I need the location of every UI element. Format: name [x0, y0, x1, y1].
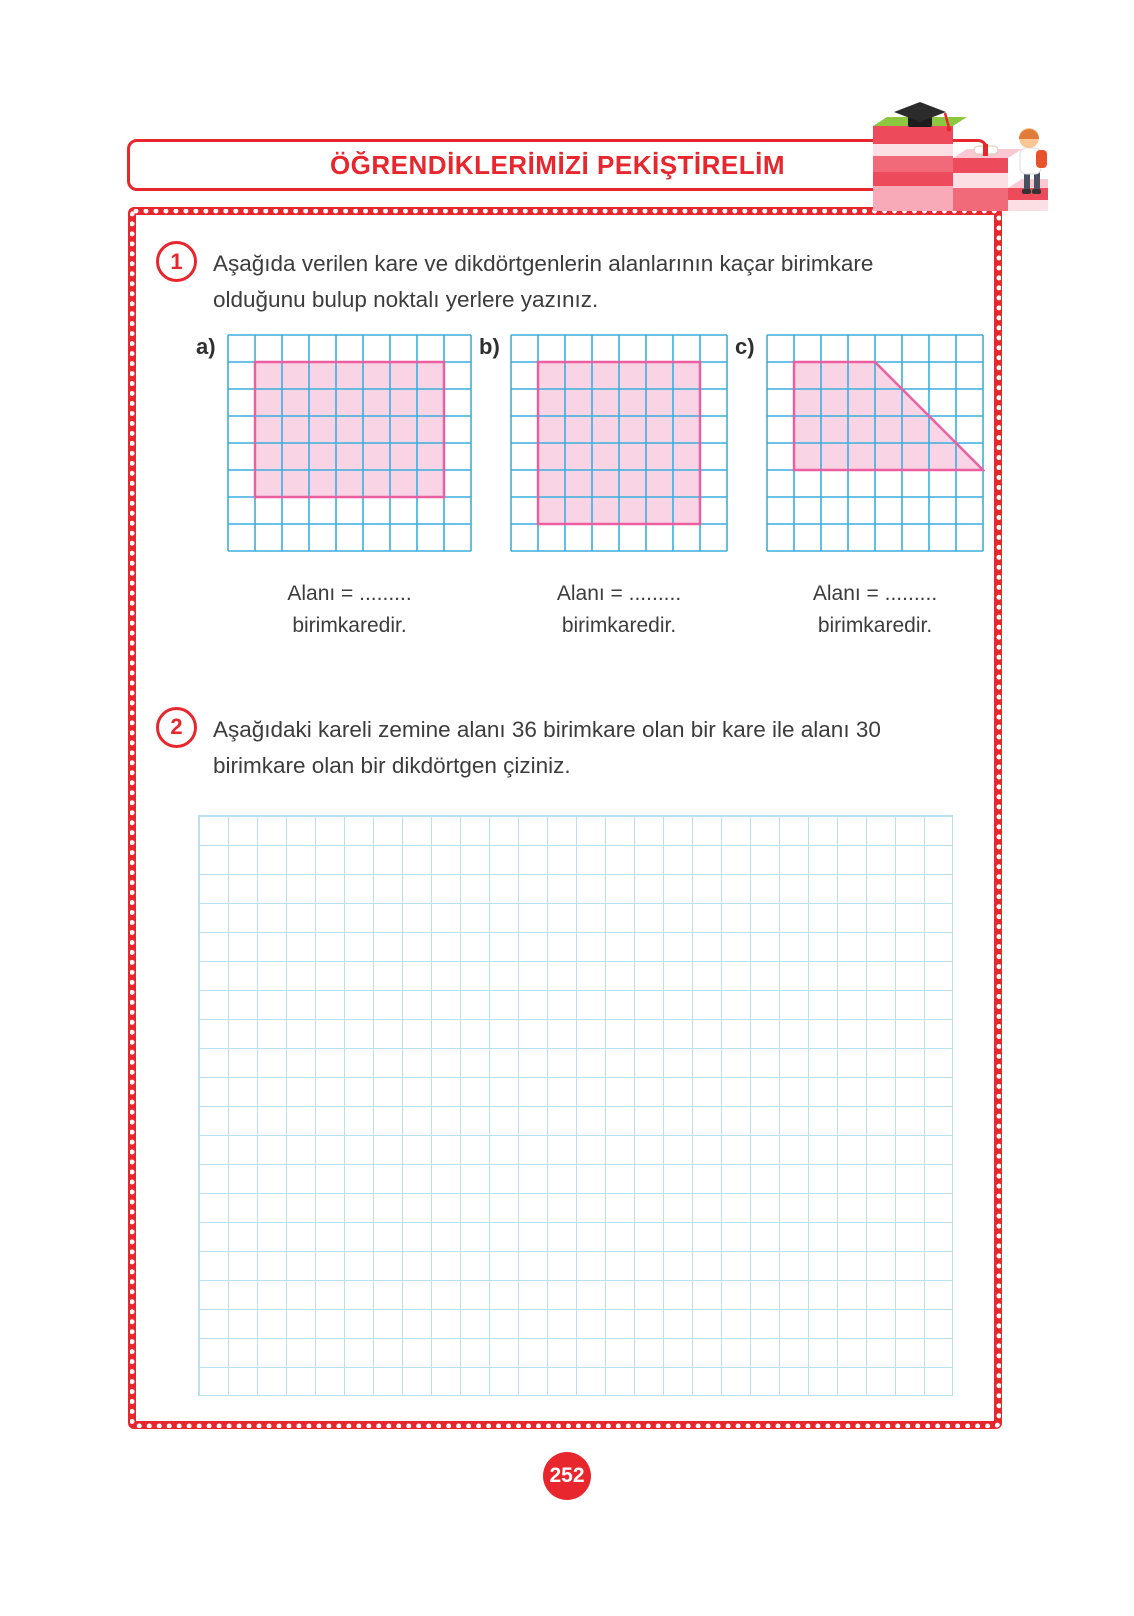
grid-label-b: b) — [479, 333, 500, 359]
answer-caption-b — [557, 578, 681, 643]
answer-line-b: Alanı = ......... — [556, 581, 682, 605]
question-1-text: Aşağıda verilen kare ve dikdörtgenlerin alanlarının kaçar birimkare olduğunu bulup noktalı yerlere yazınız. — [213, 251, 874, 313]
answer-line-c: Alanı = ......... — [812, 581, 938, 605]
question-2 — [136, 707, 994, 785]
unit-grid-a — [226, 333, 473, 558]
worksheet-frame — [128, 207, 1002, 1429]
answer-unit-c: birimkaredir. — [817, 614, 933, 638]
shaded-shape-fill — [255, 362, 444, 497]
unit-grid-c — [765, 333, 985, 558]
graduation-stairs-icon — [848, 76, 1048, 246]
question-1-number-badge — [156, 241, 197, 282]
answer-unit-a: birimkaredir. — [292, 614, 407, 638]
page-title: ÖĞRENDİKLERİMİZİ PEKİŞTİRELİM — [329, 149, 786, 180]
page-number-badge — [543, 1452, 591, 1500]
unit-grid-svg — [765, 333, 985, 553]
page-number: 252 — [549, 1464, 585, 1487]
unit-grid-b — [509, 333, 729, 558]
answer-unit-b: birimkaredir. — [561, 614, 677, 638]
grid-label-c: c) — [735, 333, 755, 359]
graduation-stairs-illustration — [848, 76, 1048, 246]
grid-label-a: a) — [196, 333, 216, 359]
question-1 — [136, 241, 994, 319]
grid-block-c — [735, 333, 985, 643]
answer-caption-c — [813, 578, 937, 643]
grids-row — [136, 333, 994, 643]
question-2-text: Aşağıdaki kareli zemine alanı 36 birimkare olan bir kare ile alanı 30 birimkare olan bir dikdörtgen çiziniz. — [213, 716, 881, 779]
answer-caption-a — [287, 578, 411, 643]
unit-grid-svg — [509, 333, 729, 553]
unit-grid-svg — [226, 333, 473, 553]
diploma-icon — [974, 144, 998, 156]
grid-block-b — [479, 333, 729, 643]
drawing-grid — [198, 815, 953, 1396]
answer-line-a: Alanı = ......... — [287, 581, 412, 605]
question-2-number-badge — [156, 707, 197, 748]
grid-block-a — [196, 333, 473, 643]
question-2-number: 2 — [170, 714, 183, 740]
question-1-number: 1 — [170, 248, 183, 274]
